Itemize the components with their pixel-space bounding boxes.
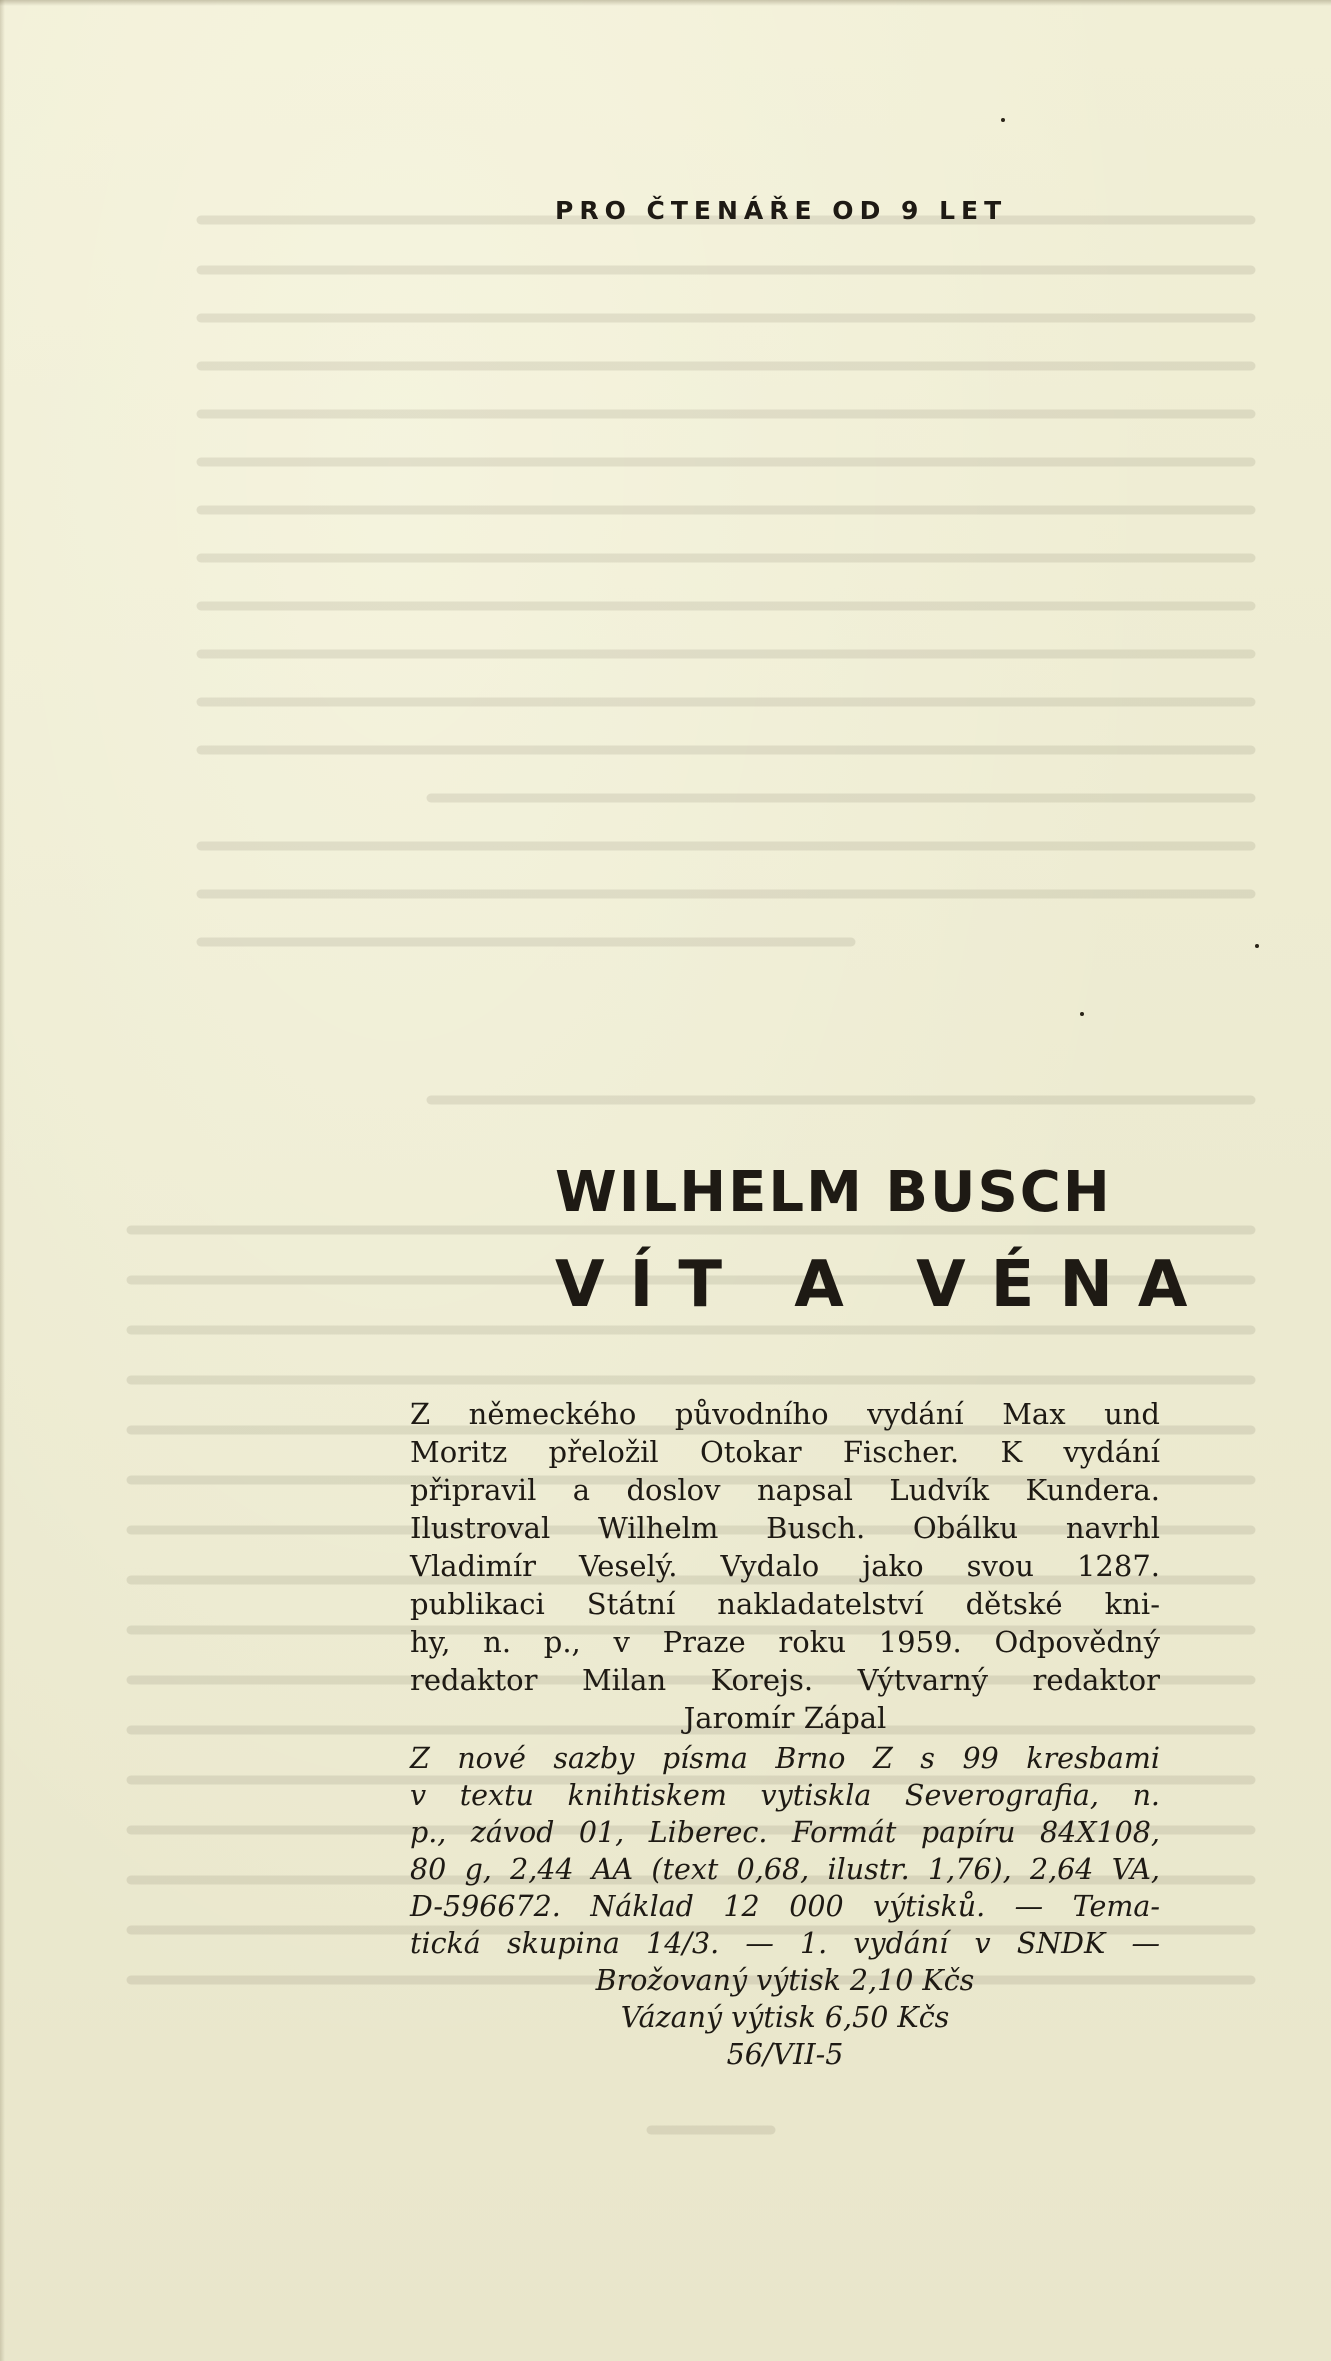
- book-title: VÍT A VÉNA: [555, 1248, 1213, 1322]
- ink-speck: [1080, 1012, 1084, 1016]
- price-hardcover: Vázaný výtisk 6,50 Kčs: [620, 2001, 950, 2034]
- imprint-line: redaktor Milan Korejs. Výtvarný redaktor: [410, 1663, 1160, 1697]
- printing-line: p., závod 01, Liberec. Formát papíru 84X108,: [410, 1816, 1160, 1849]
- imprint-line: publikaci Státní nakladatelství dětské kni-: [410, 1587, 1160, 1621]
- ink-speck: [1255, 944, 1259, 948]
- printing-line: tická skupina 14/3. — 1. vydání v SNDK —: [410, 1927, 1160, 1960]
- catalog-number: 56/VII-5: [726, 2038, 844, 2071]
- imprint-line: Ilustroval Wilhelm Busch. Obálku navrhl: [410, 1511, 1160, 1545]
- imprint-line: Moritz přeložil Otokar Fischer. K vydání: [410, 1435, 1160, 1469]
- price-paperback: Brožovaný výtisk 2,10 Kčs: [595, 1964, 975, 1997]
- page-edge-shadow-left: [0, 0, 5, 2361]
- imprint-line: Jaromír Zápal: [683, 1701, 887, 1735]
- printing-line: v textu knihtiskem vytiskla Severografia, n.: [410, 1779, 1160, 1812]
- printing-line: 80 g, 2,44 AA (text 0,68, ilustr. 1,76), 2,64 VA,: [410, 1853, 1160, 1886]
- printing-line: D-596672. Náklad 12 000 výtisků. — Tema-: [410, 1890, 1160, 1923]
- author-name: WILHELM BUSCH: [555, 1160, 1112, 1225]
- imprint-line: Z německého původního vydání Max und: [410, 1397, 1160, 1431]
- printing-line: Z nové sazby písma Brno Z s 99 kresbami: [410, 1742, 1160, 1775]
- audience-age-line: PRO ČTENÁŘE OD 9 LET: [555, 196, 1008, 225]
- imprint-block: [410, 1395, 1160, 1737]
- imprint-line: připravil a doslov napsal Ludvík Kundera.: [410, 1473, 1160, 1507]
- ink-speck: [1001, 118, 1005, 122]
- imprint-line: hy, n. p., v Praze roku 1959. Odpovědný: [410, 1625, 1160, 1659]
- printing-details-block: [410, 1740, 1160, 2073]
- page-edge-shadow-top: [0, 0, 1331, 6]
- imprint-line: Vladimír Veselý. Vydalo jako svou 1287.: [410, 1549, 1160, 1583]
